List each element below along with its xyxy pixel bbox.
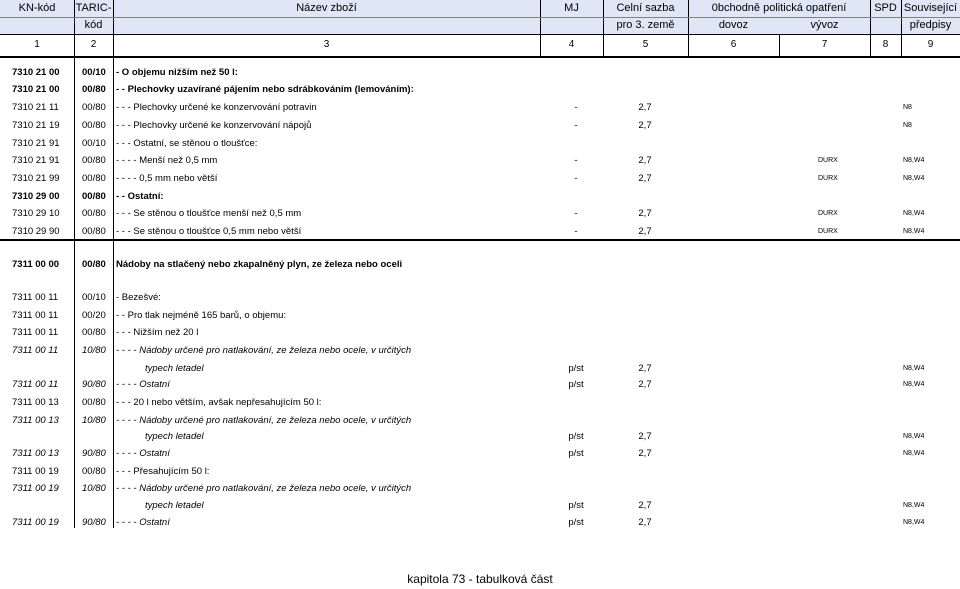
kn-code: 7311 00 19 (12, 466, 59, 477)
duty-rate: 2,7 (638, 500, 652, 511)
goods-name: - - - Plechovky určené ke konzervování potravin (116, 102, 317, 113)
header-nazev: Název zboží (296, 2, 357, 14)
header-taric: TARIC- (75, 2, 112, 14)
taric-code: 00/10 (82, 292, 106, 303)
header-kn-kod: KN-kód (18, 2, 56, 14)
column-number: 5 (642, 39, 649, 50)
table-header (0, 0, 960, 34)
goods-name: - - - Nižším než 20 l (116, 327, 199, 338)
kn-code: 7311 00 00 (12, 259, 60, 270)
duty-rate: 2,7 (638, 208, 652, 219)
header-opatreni: 0bchodně politická opatření (711, 2, 847, 14)
goods-name: - - Plechovky uzavírané pájením nebo sdrábkováním (lemováním): (116, 84, 414, 95)
table-row (0, 497, 960, 515)
goods-name: - - - Se stěnou o tloušťce menší než 0,5 mm (116, 208, 302, 219)
goods-name: - - - Ostatní, se stěnou o tloušťce: (116, 138, 258, 149)
taric-code: 10/80 (82, 415, 106, 426)
kn-code: 7311 00 13 (12, 415, 59, 426)
table-row (0, 445, 960, 463)
table-row (0, 117, 960, 135)
goods-name: typech letadel (145, 500, 204, 511)
related-regulations: N8 (903, 104, 912, 111)
table-row (0, 342, 960, 360)
export-measure: DURX (818, 210, 838, 217)
taric-code: 00/20 (82, 310, 106, 321)
unit: - (574, 173, 578, 184)
duty-rate: 2,7 (638, 102, 652, 113)
taric-code: 00/80 (82, 226, 106, 237)
goods-name: - O objemu nižším než 50 l: (116, 67, 238, 78)
kn-code: 7310 29 10 (12, 208, 60, 219)
kn-code: 7311 00 11 (12, 310, 59, 321)
kn-code: 7310 21 00 (12, 67, 60, 78)
table-row (0, 289, 960, 307)
section-divider (0, 239, 960, 241)
unit: - (574, 226, 578, 237)
unit: - (574, 120, 578, 131)
table-row (0, 256, 960, 274)
header-dovoz: dovoz (718, 19, 749, 31)
taric-code: 10/80 (82, 345, 106, 356)
unit: p/st (568, 448, 584, 459)
unit: - (574, 102, 578, 113)
kn-code: 7310 21 19 (12, 120, 60, 131)
unit: p/st (568, 379, 584, 390)
table-row (0, 394, 960, 412)
kn-code: 7311 00 11 (12, 292, 59, 303)
taric-code: 10/80 (82, 483, 106, 494)
related-regulations: N8,W4 (903, 450, 925, 457)
goods-name: typech letadel (145, 363, 204, 374)
kn-code: 7311 00 13 (12, 448, 59, 459)
taric-code: 00/80 (82, 259, 106, 270)
goods-name: - - - 20 l nebo větším, avšak nepřesahujícím 50 l: (116, 397, 322, 408)
goods-name: - - - - Menší než 0,5 mm (116, 155, 218, 166)
table-row (0, 152, 960, 170)
unit: p/st (568, 363, 584, 374)
table-row (0, 170, 960, 188)
export-measure: DURX (818, 175, 838, 182)
related-regulations: N8,W4 (903, 228, 925, 235)
table-row (0, 81, 960, 99)
duty-rate: 2,7 (638, 120, 652, 131)
goods-name: - - - - 0,5 mm nebo větší (116, 173, 218, 184)
goods-name: typech letadel (145, 431, 204, 442)
kn-code: 7310 21 00 (12, 84, 60, 95)
unit: p/st (568, 517, 584, 528)
goods-name: - - - - Nádoby určené pro natlakování, ze železa nebo ocele, v určitých (116, 483, 412, 494)
goods-name: - - Pro tlak nejméně 165 barů, o objemu: (116, 310, 287, 321)
column-number: 4 (568, 39, 575, 50)
goods-name: - - - Přesahujícím 50 l: (116, 466, 210, 477)
goods-name: - - - - Ostatní (116, 379, 170, 390)
kn-code: 7310 29 00 (12, 191, 60, 202)
unit: - (574, 155, 578, 166)
related-regulations: N8,W4 (903, 433, 925, 440)
related-regulations: N8,W4 (903, 381, 925, 388)
taric-code: 00/80 (82, 466, 106, 477)
taric-code: 00/80 (82, 397, 106, 408)
goods-name: - - - - Ostatní (116, 448, 170, 459)
goods-name: Nádoby na stlačený nebo zkapalněný plyn, ze železa nebo oceli (116, 259, 403, 270)
table-row (0, 135, 960, 153)
table-row (0, 376, 960, 394)
goods-name: - - - Se stěnou o tloušťce 0,5 mm nebo větší (116, 226, 302, 237)
kn-code: 7310 29 90 (12, 226, 60, 237)
table-row (0, 514, 960, 532)
taric-code: 00/80 (82, 191, 106, 202)
taric-code: 00/80 (82, 155, 106, 166)
header-spd: SPD (874, 2, 897, 14)
header-kod: kód (84, 19, 103, 31)
goods-name: - - - - Nádoby určené pro natlakování, ze železa nebo ocele, v určitých (116, 415, 412, 426)
table-row (0, 307, 960, 325)
taric-code: 00/80 (82, 84, 106, 95)
header-souvisejici: Související (903, 2, 958, 14)
related-regulations: N8,W4 (903, 519, 925, 526)
column-number: 8 (882, 39, 889, 50)
taric-code: 90/80 (82, 448, 106, 459)
taric-code: 00/80 (82, 173, 106, 184)
table-row (0, 99, 960, 117)
goods-name: - - - Plechovky určené ke konzervování nápojů (116, 120, 312, 131)
unit: p/st (568, 431, 584, 442)
kn-code: 7310 21 91 (12, 138, 60, 149)
taric-code: 00/80 (82, 102, 106, 113)
taric-code: 00/80 (82, 208, 106, 219)
duty-rate: 2,7 (638, 226, 652, 237)
duty-rate: 2,7 (638, 448, 652, 459)
related-regulations: N8,W4 (903, 157, 925, 164)
goods-name: - - Ostatní: (116, 191, 164, 202)
related-regulations: N8,W4 (903, 365, 925, 372)
kn-code: 7311 00 13 (12, 397, 59, 408)
header-mj: MJ (564, 2, 579, 14)
header-vyvoz: vývoz (810, 19, 839, 31)
taric-code: 00/10 (82, 67, 106, 78)
table-row (0, 205, 960, 223)
column-number: 2 (90, 39, 97, 50)
table-row (0, 64, 960, 82)
taric-code: 00/80 (82, 327, 106, 338)
kn-code: 7310 21 11 (12, 102, 59, 113)
column-numbers (0, 35, 960, 56)
related-regulations: N8,W4 (903, 175, 925, 182)
column-number: 3 (323, 39, 330, 50)
header-pro-3-zeme: pro 3. země (616, 19, 675, 31)
table-row (0, 480, 960, 498)
table-row (0, 428, 960, 446)
export-measure: DURX (818, 228, 838, 235)
unit: p/st (568, 500, 584, 511)
table-row (0, 324, 960, 342)
goods-name: - - - - Nádoby určené pro natlakování, ze železa nebo ocele, v určitých (116, 345, 412, 356)
taric-code: 00/10 (82, 138, 106, 149)
table-row (0, 188, 960, 206)
table-row (0, 463, 960, 481)
kn-code: 7311 00 19 (12, 483, 59, 494)
unit: - (574, 208, 578, 219)
kn-code: 7311 00 11 (12, 327, 59, 338)
duty-rate: 2,7 (638, 379, 652, 390)
column-number: 6 (730, 39, 737, 50)
kn-code: 7311 00 11 (12, 379, 59, 390)
kn-code: 7311 00 11 (12, 345, 59, 356)
related-regulations: N8,W4 (903, 502, 925, 509)
taric-code: 00/80 (82, 120, 106, 131)
column-number: 7 (821, 39, 828, 50)
duty-rate: 2,7 (638, 517, 652, 528)
duty-rate: 2,7 (638, 155, 652, 166)
header-celni-sazba: Celní sazba (616, 2, 675, 14)
duty-rate: 2,7 (638, 173, 652, 184)
export-measure: DURX (818, 157, 838, 164)
kn-code: 7310 21 99 (12, 173, 60, 184)
related-regulations: N8,W4 (903, 210, 925, 217)
goods-name: - - - - Ostatní (116, 517, 170, 528)
page-footer: kapitola 73 - tabulková část (407, 572, 553, 586)
duty-rate: 2,7 (638, 431, 652, 442)
column-number: 9 (927, 39, 934, 50)
duty-rate: 2,7 (638, 363, 652, 374)
related-regulations: N8 (903, 122, 912, 129)
column-number: 1 (34, 39, 40, 50)
kn-code: 7311 00 19 (12, 517, 59, 528)
taric-code: 90/80 (82, 517, 106, 528)
taric-code: 90/80 (82, 379, 106, 390)
kn-code: 7310 21 91 (12, 155, 60, 166)
header-predpisy: předpisy (909, 19, 952, 31)
goods-name: - Bezešvé: (116, 292, 161, 303)
